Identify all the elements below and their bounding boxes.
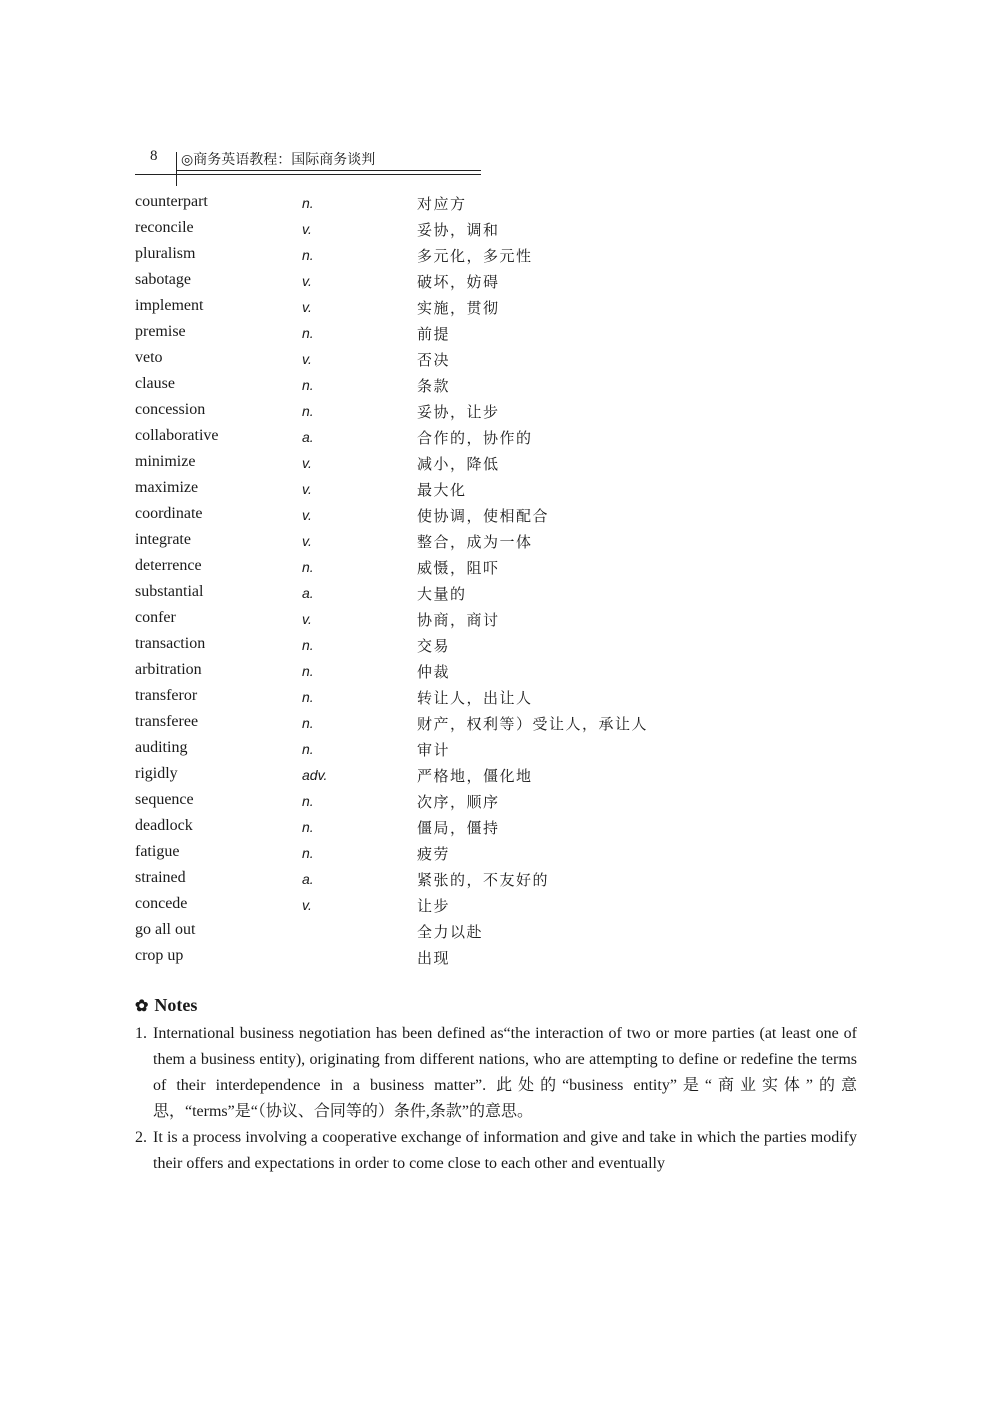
vocab-row	[135, 449, 835, 475]
page-header	[135, 146, 481, 186]
vocab-word: maximize	[135, 479, 199, 496]
vocab-row	[135, 241, 835, 267]
vocab-part-of-speech: n.	[302, 637, 314, 653]
vocab-meaning: 妥协，让步	[417, 403, 500, 421]
vocab-word: reconcile	[135, 219, 194, 236]
vocab-meaning: 多元化，多元性	[417, 247, 533, 265]
vocab-row	[135, 761, 835, 787]
vocab-part-of-speech: n.	[302, 741, 314, 757]
vocab-meaning: 最大化	[417, 481, 467, 499]
vocab-meaning: 整合，成为一体	[417, 533, 533, 551]
vocab-meaning: 前提	[417, 325, 451, 343]
vocab-meaning: 严格地，僵化地	[417, 767, 533, 785]
vocab-part-of-speech: v.	[302, 299, 312, 315]
vocab-word: pluralism	[135, 245, 196, 262]
vocab-word: sequence	[135, 791, 194, 808]
vocab-meaning: 条款	[417, 377, 451, 395]
vocab-row	[135, 943, 835, 969]
vocab-row	[135, 657, 835, 683]
vocab-part-of-speech: a.	[302, 585, 314, 601]
header-rule-bottom	[135, 174, 481, 175]
vocab-row	[135, 475, 835, 501]
vocab-row	[135, 891, 835, 917]
vocab-part-of-speech: n.	[302, 689, 314, 705]
vocab-word: arbitration	[135, 661, 202, 678]
vocab-row	[135, 527, 835, 553]
vocab-row	[135, 319, 835, 345]
vocab-part-of-speech: n.	[302, 377, 314, 393]
vocab-meaning: 大量的	[417, 585, 467, 603]
vocab-meaning: 出现	[417, 949, 451, 967]
vocab-meaning: 否决	[417, 351, 451, 369]
vocab-word: collaborative	[135, 427, 219, 444]
vocab-row	[135, 839, 835, 865]
vocab-word: transaction	[135, 635, 206, 652]
vocab-part-of-speech: n.	[302, 663, 314, 679]
notes-list	[135, 1021, 857, 1177]
note-text: International business negotiation has been defined as“the interaction of two or more parties (at least one of them a business entity), originating from different nations, who are attempting to define or redefine the terms of their interdependence in a business matter”. 此处的“business entity”是“商业实体”的意思，“terms”是“（协议、合同等的）条件,条款”的意思。	[153, 1025, 857, 1120]
vocab-part-of-speech: v.	[302, 533, 312, 549]
vocab-meaning: 全力以赴	[417, 923, 484, 941]
vocab-word: transferor	[135, 687, 198, 704]
vocab-word: implement	[135, 297, 204, 314]
note-text: It is a process involving a cooperative exchange of information and give and take in which the parties modify their offers and expectations in order to come close to each other and eventually	[153, 1129, 857, 1172]
vocab-row	[135, 735, 835, 761]
vocab-part-of-speech: n.	[302, 715, 314, 731]
vocab-meaning: 妥协，调和	[417, 221, 500, 239]
notes-heading-label: Notes	[154, 995, 198, 1015]
vocab-part-of-speech: v.	[302, 351, 312, 367]
vocab-part-of-speech: n.	[302, 247, 314, 263]
vocab-row	[135, 397, 835, 423]
vocab-part-of-speech: n.	[302, 819, 314, 835]
vocab-word: fatigue	[135, 843, 180, 860]
note-item	[135, 1021, 857, 1125]
vocab-meaning: 次序，顺序	[417, 793, 500, 811]
vocab-row	[135, 267, 835, 293]
vocab-row	[135, 787, 835, 813]
vocab-meaning: 财产，权利等）受让人，承让人	[417, 715, 649, 733]
vocab-row	[135, 293, 835, 319]
vocab-meaning: 使协调，使相配合	[417, 507, 550, 525]
vocab-part-of-speech: adv.	[302, 767, 328, 783]
vocab-row	[135, 215, 835, 241]
vocab-part-of-speech: a.	[302, 871, 314, 887]
vocabulary-list	[135, 189, 835, 969]
vocab-row	[135, 345, 835, 371]
vocab-row	[135, 423, 835, 449]
vocab-row	[135, 709, 835, 735]
vocab-row	[135, 917, 835, 943]
vocab-meaning: 让步	[417, 897, 451, 915]
vocab-row	[135, 579, 835, 605]
vocab-word: minimize	[135, 453, 196, 470]
vocab-word: deterrence	[135, 557, 202, 574]
book-title: ◎商务英语教程：国际商务谈判	[181, 153, 376, 168]
vocab-row	[135, 683, 835, 709]
vocab-meaning: 交易	[417, 637, 451, 655]
vocab-word: concede	[135, 895, 188, 912]
vocab-word: go all out	[135, 921, 196, 938]
vocab-word: confer	[135, 609, 176, 626]
note-number: 1.	[135, 1025, 147, 1042]
vocab-meaning: 实施，贯彻	[417, 299, 500, 317]
vocab-part-of-speech: n.	[302, 325, 314, 341]
vocab-row	[135, 553, 835, 579]
vocab-part-of-speech: n.	[302, 559, 314, 575]
vocab-part-of-speech: v.	[302, 507, 312, 523]
vocab-part-of-speech: n.	[302, 195, 314, 211]
vocab-row	[135, 189, 835, 215]
vocab-word: clause	[135, 375, 175, 392]
note-number: 2.	[135, 1129, 147, 1146]
vocab-row	[135, 605, 835, 631]
vocab-part-of-speech: n.	[302, 845, 314, 861]
vocab-word: coordinate	[135, 505, 203, 522]
gear-icon: ✿	[135, 998, 149, 1015]
vocab-part-of-speech: a.	[302, 429, 314, 445]
vocab-meaning: 协商，商讨	[417, 611, 500, 629]
vocab-part-of-speech: v.	[302, 611, 312, 627]
vocab-word: auditing	[135, 739, 188, 756]
vocab-word: concession	[135, 401, 206, 418]
vocab-meaning: 疲劳	[417, 845, 451, 863]
vocab-part-of-speech: n.	[302, 793, 314, 809]
vocab-word: crop up	[135, 947, 184, 964]
vocab-row	[135, 631, 835, 657]
vocab-meaning: 紧张的，不友好的	[417, 871, 550, 889]
vocab-word: premise	[135, 323, 186, 340]
vocab-word: transferee	[135, 713, 199, 730]
vocab-row	[135, 865, 835, 891]
vocab-word: deadlock	[135, 817, 193, 834]
vocab-meaning: 破坏，妨碍	[417, 273, 500, 291]
vocab-word: substantial	[135, 583, 204, 600]
vocab-word: counterpart	[135, 193, 208, 210]
vocab-part-of-speech: v.	[302, 455, 312, 471]
vocab-part-of-speech: v.	[302, 273, 312, 289]
vocab-row	[135, 501, 835, 527]
vocab-part-of-speech: v.	[302, 481, 312, 497]
page-number: 8	[150, 148, 158, 164]
vocab-meaning: 仲裁	[417, 663, 451, 681]
notes-heading	[135, 995, 197, 1016]
vocab-word: rigidly	[135, 765, 178, 782]
vocab-meaning: 审计	[417, 741, 451, 759]
vocab-row	[135, 371, 835, 397]
vocab-part-of-speech: v.	[302, 897, 312, 913]
vocab-meaning: 僵局，僵持	[417, 819, 500, 837]
vocab-word: veto	[135, 349, 163, 366]
vocab-meaning: 对应方	[417, 195, 467, 213]
header-rule-top	[176, 170, 481, 171]
vocab-meaning: 减小，降低	[417, 455, 500, 473]
vocab-meaning: 威慑，阻吓	[417, 559, 500, 577]
vocab-word: integrate	[135, 531, 191, 548]
note-item	[135, 1125, 857, 1177]
vocab-part-of-speech: v.	[302, 221, 312, 237]
vocab-meaning: 合作的，协作的	[417, 429, 533, 447]
vocab-meaning: 转让人，出让人	[417, 689, 533, 707]
vocab-row	[135, 813, 835, 839]
vocab-word: sabotage	[135, 271, 191, 288]
header-rule-vertical	[176, 152, 177, 186]
vocab-part-of-speech: n.	[302, 403, 314, 419]
vocab-word: strained	[135, 869, 186, 886]
